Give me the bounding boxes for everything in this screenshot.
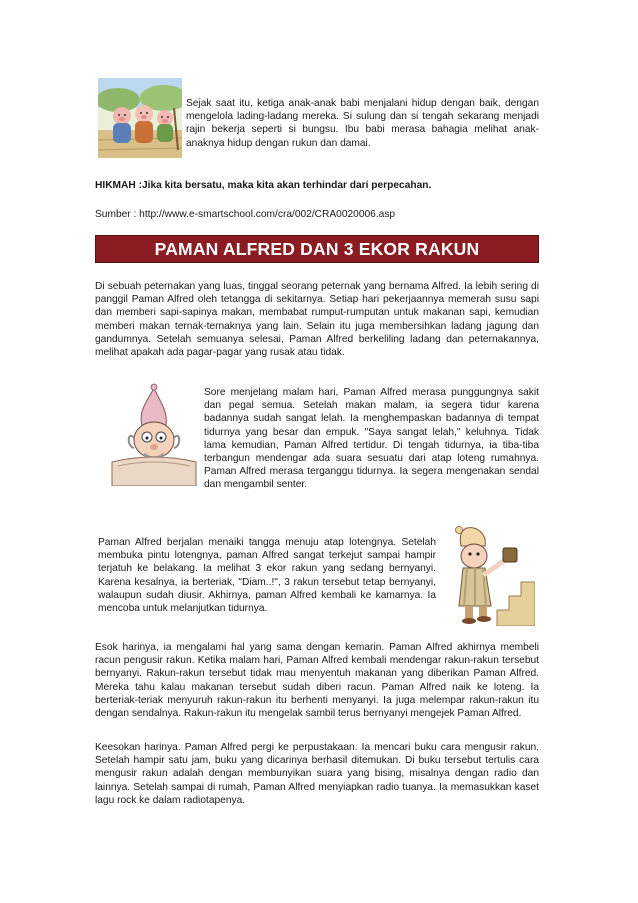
alfred-stairs-drawing: [447, 520, 535, 626]
story-paragraph-5: Keesokan harinya. Paman Alfred pergi ke perpustakaan. Ia mencari buku cara mengusir rakun. Setelah hampir satu jam, buku yang dicarinya berhasil ditemukan. Di buku tersebut tertulis cara mengusir rakun adalah dengan membunyikan suara yang bising, misalnya dengan radio dan lainnya. Setelah sampai di rumah, Paman Alfred menyiapkan radio tuanya. Ia memasukkan kaset lagu rock ke dalam radiotapenya.: [95, 742, 539, 806]
three-pigs-illustration: [98, 78, 182, 158]
alfred-in-bed-illustration: [108, 382, 200, 486]
story-paragraph-3: Paman Alfred berjalan menaiki tangga menuju atap lotengnya. Setelah membuka pintu lotengnya, paman Alfred sangat terkejut sampai hampir terjatuh ke belakang. Ia melihat 3 ekor rakun yang sedang bernyanyi. Karena kesalnya, ia berteriak, "Diam..!", 3 rakun tersebut tetap bernyanyi, walaupun sudah diusir. Akhirnya, paman Alfred kembali ke kamarnya. Ia mencoba untuk melanjutkan tidurnya.: [98, 537, 436, 615]
moral-text: HIKMAH :Jika kita bersatu, maka kita akan terhindar dari perpecahan.: [95, 180, 432, 191]
alfred-bed-drawing: [108, 382, 200, 486]
story-title: PAMAN ALFRED DAN 3 EKOR RAKUN: [95, 235, 539, 263]
source-text: Sumber : http://www.e-smartschool.com/cra/002/CRA0020006.asp: [95, 209, 396, 220]
intro-paragraph: Sejak saat itu, ketiga anak-anak babi menjalani hidup dengan baik, dengan mengelola lading-ladang mereka. Si sulung dan si tengah sekarang menjadi rajin bekerja seperti si bungsu. Ibu babi merasa bahagia melihat anak-anaknya hidup dengan rukun dan damai.: [186, 98, 539, 149]
story-paragraph-1: Di sebuah peternakan yang luas, tinggal seorang peternak yang bernama Alfred. Ia lebih sering di panggil Paman Alfred oleh tetangga di sekitarnya. Setiap hari pekerjaannya memerah susu sapi dan memberi sapi-sapinya makan, membabat rumput-rumputan untuk makanan sapi, kemudian memberi makan ternak-ternaknya yang lain. Selain itu juga membersihkan ladang jagung dan gandumnya. Setelah semuanya selesai, Paman Alfred berkeliling ladang dan peternakannya, melihat apakah ada pagar-pagar yang rusak atau tidak.: [95, 281, 539, 359]
story-paragraph-2: Sore menjelang malam hari, Paman Alfred merasa punggungnya sakit dan pegal semua. Setelah makan malam, ia segera tidur karena badannya sudah sangat lelah. Ia menghempaskan badannya di tempat tidurnya yang besar dan empuk. "Saya sangat lelah," keluhnya. Tidak lama kemudian, Paman Alfred tertidur. Di tengah tidurnya, ia tiba-tiba terbangun mendengar ada suara sesuatu dari atap loteng rumahnya. Paman Alfred merasa terganggu tidurnya. Ia segera mengenakan sendal dan mengambil senter.: [204, 387, 539, 491]
pigs-drawing: [98, 78, 182, 158]
alfred-stairs-illustration: [447, 520, 535, 626]
story-paragraph-4: Esok harinya, ia mengalami hal yang sama dengan kemarin. Paman Alfred akhirnya membeli racun pengusir rakun. Ketika malam hari, Paman Alfred kembali mendengar rakun-rakun tersebut bernyanyi. Rakun-rakun tersebut tidak mau menyentuh makanan yang diberikan Paman Alfred. Mereka tahu kalau makanan tersebut sudah diberi racun. Paman Alfred naik ke loteng. Ia berteriak-teriak menyuruh rakun-rakun itu berhenti menyanyi. Ia juga melempar rakun-rakun itu dengan sendalnya. Rakun-rakun itu mengelak sambil terus bernyanyi mengejek Paman Alfred.: [95, 642, 539, 720]
